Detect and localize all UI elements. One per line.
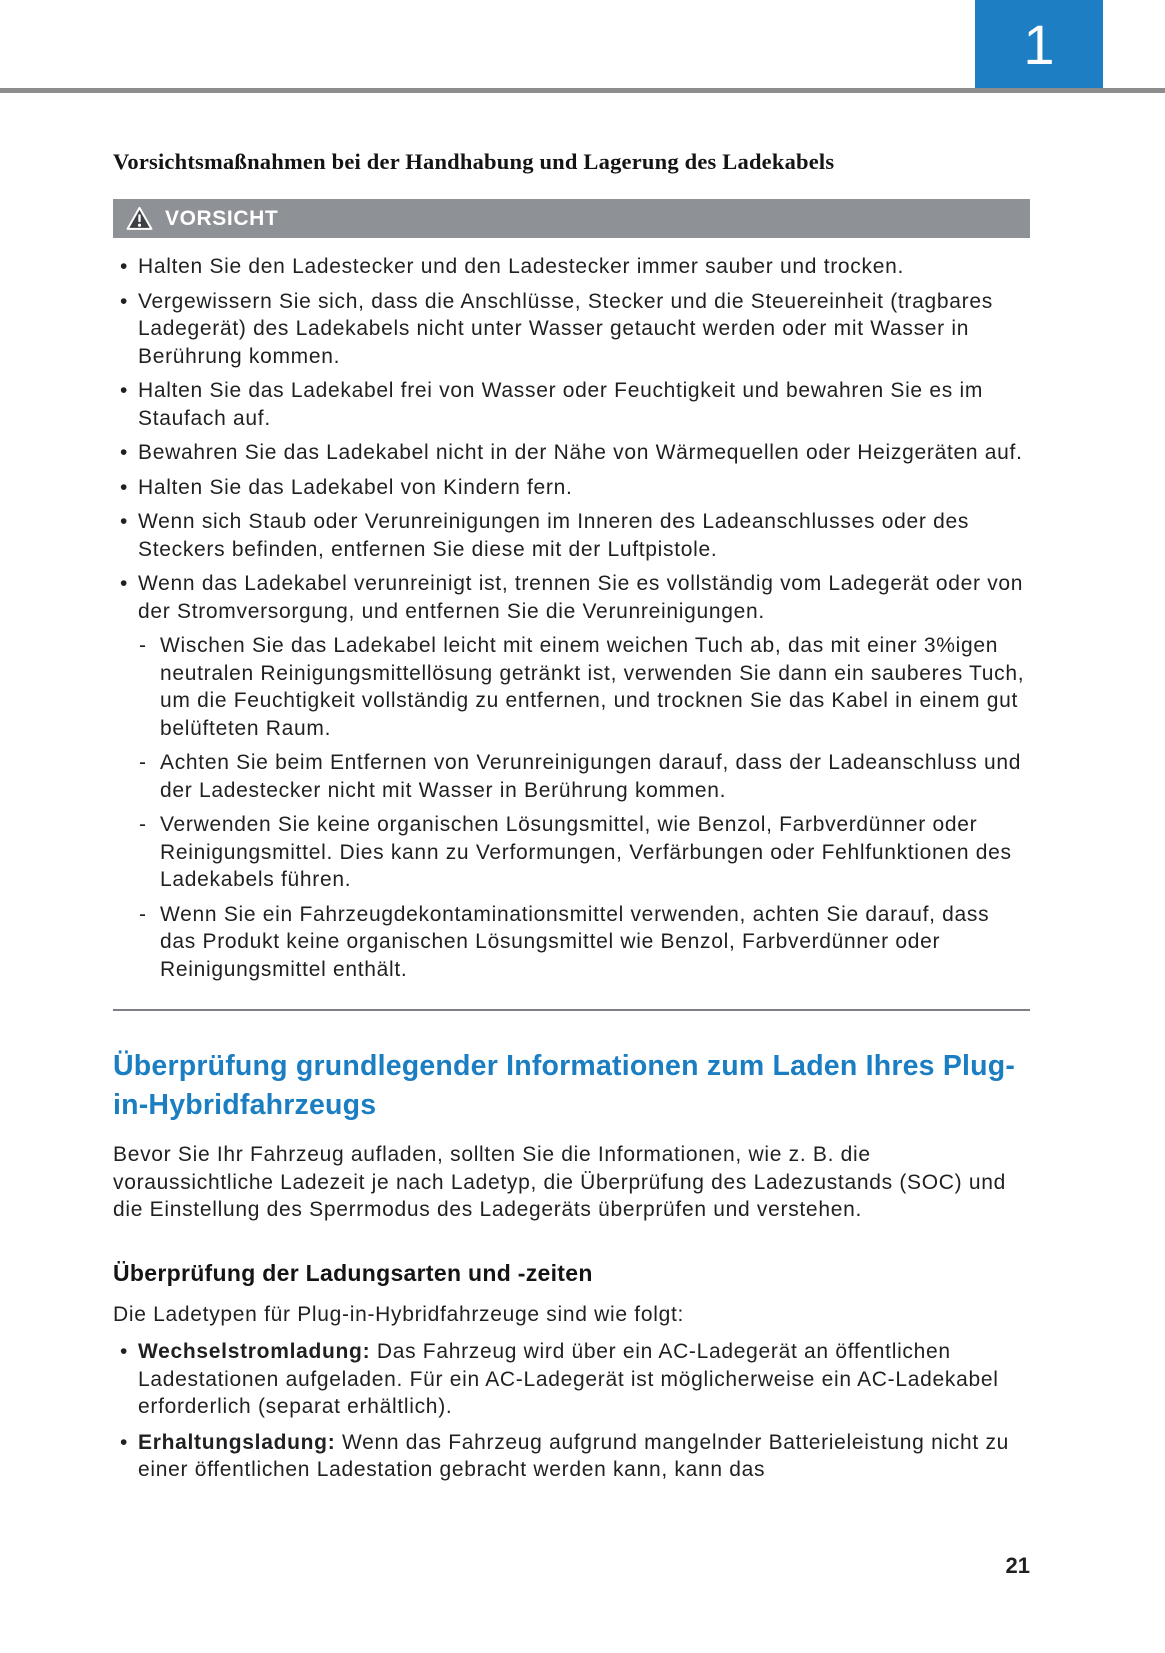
charging-types-intro: Die Ladetypen für Plug-in-Hybridfahrzeuge sind wie folgt: xyxy=(113,1302,685,1326)
charging-type-item xyxy=(113,1338,1030,1421)
charging-type-label: Wechselstromladung: xyxy=(138,1340,371,1363)
charging-types-list xyxy=(113,1338,1030,1484)
list-item-text: Wischen Sie das Ladekabel leicht mit einem weichen Tuch ab, das mit einer 3%igen neutralen Reinigungsmittellösung getränkt ist, verwenden Sie dann ein sauberes Tuch, um die Feuchtigkeit vollständig zu entfernen, und trocknen Sie das Kabel in einem gut belüfteten Raum. xyxy=(160,634,1025,740)
caution-sublist-item xyxy=(138,901,1030,984)
chapter-number: 1 xyxy=(1023,12,1055,76)
page-content xyxy=(0,93,1165,1492)
caution-list-item xyxy=(113,253,1030,281)
caution-list-item xyxy=(113,508,1030,563)
charging-types-heading: Überprüfung der Ladungsarten und -zeiten xyxy=(113,1259,593,1286)
charging-type-text: Das Fahrzeug wird über ein AC-Ladegerät an öffentlichen Ladestationen aufgeladen. Für ein AC-Ladegerät ist möglicherweise ein AC-Ladekabel erforderlich (separat erhältlich). xyxy=(138,1340,999,1418)
caution-list xyxy=(113,253,1030,983)
caution-list-item xyxy=(113,439,1030,467)
list-item-text: Bewahren Sie das Ladekabel nicht in der Nähe von Wärmequellen oder Heizgeräten auf. xyxy=(138,441,1023,464)
caution-list-item xyxy=(113,474,1030,502)
list-item-text: Halten Sie den Ladestecker und den Ladestecker immer sauber und trocken. xyxy=(138,255,904,278)
warning-banner-label: VORSICHT xyxy=(165,206,279,230)
caution-list-item xyxy=(113,288,1030,371)
info-section-heading: Überprüfung grundlegender Informationen zum Laden Ihres Plug-in-Hybridfahrzeugs xyxy=(113,1050,1016,1121)
list-item-text: Vergewissern Sie sich, dass die Anschlüsse, Stecker und die Steuereinheit (tragbares Ladegerät) des Ladekabels nicht unter Wasser getaucht werden oder mit Wasser in Berührung kommen. xyxy=(138,289,993,368)
section-divider xyxy=(113,1009,1030,1011)
chapter-tab xyxy=(975,0,1103,88)
list-item-text: Wenn das Ladekabel verunreinigt ist, trennen Sie es vollständig vom Ladegerät oder von der Stromversorgung, und entfernen Sie die Verunreinigungen. xyxy=(138,572,1024,623)
caution-section-title: Vorsichtsmaßnahmen bei der Handhabung und Lagerung des Ladekabels xyxy=(113,149,835,174)
warning-triangle-icon xyxy=(126,206,153,231)
caution-sublist xyxy=(138,632,1030,983)
page-number: 21 xyxy=(1005,1553,1030,1578)
list-item-text: Halten Sie das Ladekabel von Kindern fern. xyxy=(138,475,573,499)
info-section-intro: Bevor Sie Ihr Fahrzeug aufladen, sollten Sie die Informationen, wie z. B. die voraussichtliche Ladezeit je nach Ladetyp, die Überprüfung des Ladezustands (SOC) und die Einstellung des Sperrmodus des Ladegeräts überprüfen und verstehen. xyxy=(113,1143,1007,1221)
list-item-text: Verwenden Sie keine organischen Lösungsmittel, wie Benzol, Farbverdünner oder Reinigungsmittel. Dies kann zu Verformungen, Verfärbungen oder Fehlfunktionen des Ladekabels führen. xyxy=(160,813,1012,891)
caution-sublist-item xyxy=(138,749,1030,804)
charging-type-item xyxy=(113,1429,1030,1484)
caution-list-item xyxy=(113,377,1030,432)
list-item-text: Halten Sie das Ladekabel frei von Wasser oder Feuchtigkeit und bewahren Sie es im Staufach auf. xyxy=(138,379,984,430)
charging-type-text: Wenn das Fahrzeug aufgrund mangelnder Batterieleistung nicht zu einer öffentlichen Ladestation gebracht werden kann, kann das xyxy=(138,1430,1010,1481)
caution-sublist-item xyxy=(138,811,1030,894)
caution-list-item xyxy=(113,570,1030,983)
warning-banner xyxy=(113,199,1030,238)
list-item-text: Wenn sich Staub oder Verunreinigungen im Inneren des Ladeanschlusses oder des Steckers befinden, entfernen Sie diese mit der Luftpistole. xyxy=(138,510,970,561)
caution-sublist-item xyxy=(138,632,1030,742)
charging-type-label: Erhaltungsladung: xyxy=(138,1430,336,1454)
list-item-text: Wenn Sie ein Fahrzeugdekontaminationsmittel verwenden, achten Sie darauf, dass das Produkt keine organischen Lösungsmittel wie Benzol, Farbverdünner oder Reinigungsmittel enthält. xyxy=(160,902,990,981)
list-item-text: Achten Sie beim Entfernen von Verunreinigungen darauf, dass der Ladeanschluss und der Ladestecker nicht mit Wasser in Berührung kommen. xyxy=(160,751,1022,802)
